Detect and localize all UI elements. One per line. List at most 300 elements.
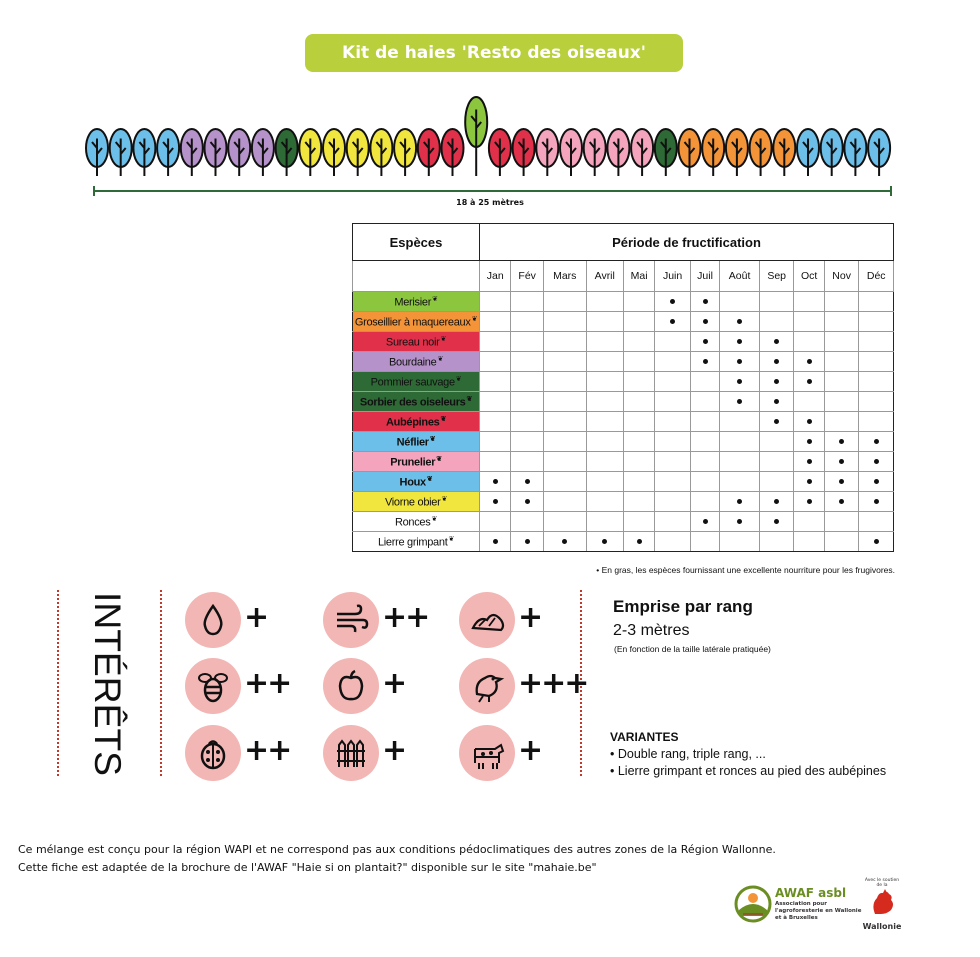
interet-rating: + [382, 733, 406, 768]
month-cell [859, 372, 894, 392]
tree-icon [536, 129, 558, 176]
fruiting-dot [493, 479, 498, 484]
awaf-subtitle: Association pour l'agroforesterie en Wallonie et à Bruxelles [775, 901, 862, 921]
interet-rating: ++ [382, 600, 429, 635]
tree-icon [133, 129, 155, 176]
species-label: Lierre grimpant [377, 536, 448, 549]
fruiting-dot [737, 499, 742, 504]
tree-icon [347, 129, 369, 176]
month-cell [511, 412, 543, 432]
month-header: Oct [794, 261, 824, 292]
fruiting-dot [637, 539, 642, 544]
emprise-note: (En fonction de la taille latérale pratiquée) [614, 644, 771, 654]
tree-icon [844, 129, 866, 176]
fence-icon [323, 725, 379, 781]
month-cell [655, 372, 691, 392]
interet-rating: ++ [244, 666, 291, 701]
species-label: Néflier [396, 436, 429, 449]
wallonie-name: Wallonie [862, 922, 902, 931]
month-header: Sep [759, 261, 794, 292]
month-cell [690, 472, 719, 492]
month-cell [480, 352, 511, 372]
month-cell [586, 312, 623, 332]
month-cell [623, 352, 654, 372]
species-row [353, 372, 894, 392]
month-cell [655, 392, 691, 412]
month-cell [859, 332, 894, 352]
month-cell [690, 432, 719, 452]
month-cell [824, 392, 859, 412]
month-cell [690, 352, 719, 372]
rooster-icon [867, 888, 897, 918]
month-cell [859, 532, 894, 552]
tree-icon [394, 129, 416, 176]
species-label: Houx [399, 476, 426, 489]
month-cell [759, 412, 794, 432]
tree-icon [418, 129, 440, 176]
month-cell [511, 532, 543, 552]
awaf-name: AWAF asbl [775, 886, 847, 900]
length-label: 18 à 25 mètres [456, 198, 524, 207]
species-label: Prunelier [390, 456, 436, 469]
fruiting-dot [774, 499, 779, 504]
tree-icon [86, 129, 108, 176]
tree-icon [370, 129, 392, 176]
length-line [94, 190, 892, 192]
month-cell [480, 372, 511, 392]
month-cell [720, 352, 760, 372]
month-cell [511, 292, 543, 312]
month-cell [511, 332, 543, 352]
length-tick-right [890, 186, 892, 196]
tree-icon [773, 129, 795, 176]
month-cell [794, 532, 824, 552]
month-cell [480, 452, 511, 472]
fruiting-dot [562, 539, 567, 544]
month-cell [824, 352, 859, 372]
month-cell [720, 532, 760, 552]
fruiting-dot [807, 479, 812, 484]
wallonie-support-text: Avec le soutien de la [864, 878, 900, 888]
month-cell [859, 432, 894, 452]
svg-text:INTÉRÊTS: INTÉRÊTS [87, 592, 128, 775]
fruiting-dot [703, 299, 708, 304]
month-cell [543, 452, 586, 472]
fruiting-dot [807, 379, 812, 384]
fruiting-dot [774, 399, 779, 404]
disclaimer-text: Ce mélange est conçu pour la région WAPI et ne correspond pas aux conditions pédoclimatiques des autres zones de la Région Wallonne. [18, 843, 776, 856]
month-cell [623, 432, 654, 452]
period-header: Période de fructification [480, 224, 894, 261]
month-cell [623, 312, 654, 332]
month-cell [759, 492, 794, 512]
month-cell [623, 292, 654, 312]
bird-symbol-icon: ❦ [426, 475, 433, 483]
species-row [353, 392, 894, 412]
month-cell [690, 312, 719, 332]
fruiting-dot [807, 419, 812, 424]
bird-symbol-icon: ❦ [455, 375, 462, 383]
month-cell [690, 412, 719, 432]
month-cell [824, 472, 859, 492]
fructification-table [352, 223, 894, 552]
bird-symbol-icon: ❦ [466, 395, 473, 403]
month-cell [759, 512, 794, 532]
month-header: Déc [859, 261, 894, 292]
month-cell [794, 452, 824, 472]
bird-symbol-icon: ❦ [471, 315, 478, 323]
tree-icon [276, 129, 298, 176]
fruiting-dot [807, 359, 812, 364]
month-cell [480, 412, 511, 432]
species-row [353, 312, 894, 332]
month-cell [690, 332, 719, 352]
fruiting-dot [737, 319, 742, 324]
month-cell [824, 492, 859, 512]
emprise-title: Emprise par rang [613, 597, 753, 616]
month-cell [655, 292, 691, 312]
month-cell [720, 492, 760, 512]
species-label: Viorne obier [384, 496, 441, 509]
month-cell [720, 412, 760, 432]
tree-icon [252, 129, 274, 176]
month-cell [690, 392, 719, 412]
month-header: Fév [511, 261, 543, 292]
hedge-illustration [80, 92, 910, 182]
interet-rating: ++ [244, 733, 291, 768]
month-cell [655, 512, 691, 532]
awaf-emblem-icon [733, 884, 773, 924]
bird-symbol-icon: ❦ [432, 295, 438, 303]
month-cell [480, 472, 511, 492]
month-cell [480, 512, 511, 532]
month-cell [859, 472, 894, 492]
month-cell [859, 292, 894, 312]
fruiting-dot [525, 479, 530, 484]
month-cell [759, 392, 794, 412]
month-cell [623, 492, 654, 512]
month-cell [543, 472, 586, 492]
month-cell [543, 292, 586, 312]
month-cell [511, 312, 543, 332]
month-cell [824, 432, 859, 452]
month-cell [759, 472, 794, 492]
month-cell [759, 372, 794, 392]
fruiting-dot [774, 519, 779, 524]
species-label: Bourdaine [388, 356, 437, 369]
fruiting-dot [493, 499, 498, 504]
month-cell [720, 312, 760, 332]
length-tick-left [93, 186, 95, 196]
fruiting-dot [839, 459, 844, 464]
fruiting-dot [839, 439, 844, 444]
month-header: Août [720, 261, 760, 292]
fruiting-dot [839, 479, 844, 484]
month-cell [543, 432, 586, 452]
month-header: Jan [480, 261, 511, 292]
month-cell [794, 372, 824, 392]
month-cell [794, 392, 824, 412]
fruiting-dot [874, 459, 879, 464]
month-cell [511, 452, 543, 472]
month-cell [623, 532, 654, 552]
month-cell [543, 372, 586, 392]
variantes-title: VARIANTES [610, 730, 679, 744]
tree-icon [110, 129, 132, 176]
month-cell [690, 372, 719, 392]
month-cell [759, 352, 794, 372]
species-name [353, 432, 480, 452]
interet-rating: + [518, 600, 542, 635]
month-cell [690, 532, 719, 552]
blank-header-cell [353, 261, 480, 292]
dotted-divider-middle [160, 590, 162, 776]
month-cell [720, 372, 760, 392]
fruiting-dot [774, 339, 779, 344]
tree-icon [442, 129, 464, 176]
species-row [353, 352, 894, 372]
month-cell [480, 292, 511, 312]
footnote: • En gras, les espèces fournissant une excellente nourriture pour les frugivores. [596, 565, 895, 575]
month-cell [655, 432, 691, 452]
species-label: Aubépines [385, 416, 440, 429]
month-cell [480, 332, 511, 352]
month-cell [859, 492, 894, 512]
month-cell [824, 452, 859, 472]
fruiting-dot [774, 359, 779, 364]
bird-symbol-icon: ❦ [436, 455, 442, 463]
fruiting-dot [737, 359, 742, 364]
cow-icon [459, 725, 515, 781]
month-cell [794, 312, 824, 332]
fruiting-dot [670, 299, 675, 304]
tree-icon [465, 97, 487, 176]
species-row [353, 412, 894, 432]
month-cell [543, 352, 586, 372]
month-cell [655, 312, 691, 332]
fruiting-dot [703, 359, 708, 364]
month-cell [824, 532, 859, 552]
month-cell [794, 432, 824, 452]
species-row [353, 452, 894, 472]
tree-icon [560, 129, 582, 176]
month-cell [759, 312, 794, 332]
tree-icon [868, 129, 890, 176]
month-cell [720, 512, 760, 532]
month-cell [623, 372, 654, 392]
month-cell [655, 412, 691, 432]
bird-symbol-icon: ❦ [429, 435, 436, 443]
month-cell [480, 532, 511, 552]
species-label: Sureau noir [385, 336, 440, 349]
fruiting-dot [737, 519, 742, 524]
month-cell [655, 452, 691, 472]
month-cell [720, 332, 760, 352]
month-cell [511, 472, 543, 492]
month-cell [623, 332, 654, 352]
month-cell [859, 512, 894, 532]
tree-icon [323, 129, 345, 176]
month-header: Avril [586, 261, 623, 292]
month-cell [759, 432, 794, 452]
month-cell [586, 332, 623, 352]
tree-icon [299, 129, 321, 176]
tree-icon [821, 129, 843, 176]
month-cell [859, 392, 894, 412]
species-label: Groseillier à maquereaux [354, 316, 471, 329]
tree-icon [655, 129, 677, 176]
month-cell [824, 512, 859, 532]
month-cell [759, 452, 794, 472]
month-cell [759, 292, 794, 312]
bird-symbol-icon: ❦ [441, 495, 448, 503]
species-name [353, 312, 480, 332]
apple-icon [323, 658, 379, 714]
month-cell [511, 432, 543, 452]
variante-item: • Lierre grimpant et ronces au pied des aubépines [610, 764, 887, 778]
month-cell [655, 352, 691, 372]
month-header: Nov [824, 261, 859, 292]
fruiting-dot [839, 499, 844, 504]
month-cell [586, 392, 623, 412]
interet-rating: +++ [518, 666, 588, 701]
month-cell [623, 472, 654, 492]
bird-symbol-icon: ❦ [448, 535, 455, 543]
month-cell [480, 392, 511, 412]
month-cell [586, 372, 623, 392]
species-name [353, 392, 480, 412]
month-cell [511, 392, 543, 412]
fruiting-dot [874, 539, 879, 544]
month-cell [480, 432, 511, 452]
species-name [353, 472, 480, 492]
month-cell [690, 512, 719, 532]
species-name [353, 372, 480, 392]
tree-icon [726, 129, 748, 176]
month-cell [794, 292, 824, 312]
fruiting-dot [703, 339, 708, 344]
tree-icon [157, 129, 179, 176]
fruiting-dot [874, 439, 879, 444]
tree-icon [631, 129, 653, 176]
species-label: Merisier [394, 296, 432, 309]
species-row [353, 532, 894, 552]
species-name [353, 332, 480, 352]
month-header: Juin [655, 261, 691, 292]
month-cell [794, 332, 824, 352]
leaves-pile-icon [459, 592, 515, 648]
month-cell [720, 432, 760, 452]
tree-icon [797, 129, 819, 176]
tree-icon [607, 129, 629, 176]
species-name [353, 352, 480, 372]
variante-item: • Double rang, triple rang, ... [610, 747, 766, 761]
month-cell [859, 412, 894, 432]
dotted-divider-left [57, 590, 59, 776]
month-cell [543, 512, 586, 532]
species-label: Ronces [394, 516, 431, 529]
bird-symbol-icon: ❦ [437, 355, 444, 363]
month-cell [794, 492, 824, 512]
tree-icon [679, 129, 701, 176]
species-row [353, 472, 894, 492]
wallonie-logo [862, 878, 902, 931]
ladybug-icon [185, 725, 241, 781]
species-row [353, 432, 894, 452]
month-cell [543, 332, 586, 352]
month-cell [690, 492, 719, 512]
month-cell [655, 532, 691, 552]
interet-rating: + [518, 733, 542, 768]
month-cell [690, 452, 719, 472]
water-drop-icon [185, 592, 241, 648]
fruiting-dot [525, 499, 530, 504]
species-row [353, 492, 894, 512]
species-row [353, 292, 894, 312]
species-name [353, 452, 480, 472]
fruiting-dot [525, 539, 530, 544]
month-cell [543, 412, 586, 432]
month-cell [586, 532, 623, 552]
source-text: Cette fiche est adaptée de la brochure de l'AWAF "Haie si on plantait?" disponible sur le site "mahaie.be" [18, 861, 597, 874]
month-cell [511, 492, 543, 512]
month-cell [794, 472, 824, 492]
interets-heading [87, 592, 133, 776]
month-cell [759, 332, 794, 352]
month-cell [655, 492, 691, 512]
fruiting-dot [774, 379, 779, 384]
month-cell [690, 292, 719, 312]
species-label: Sorbier des oiseleurs [359, 396, 466, 409]
fruiting-dot [737, 379, 742, 384]
month-header: Mars [543, 261, 586, 292]
month-cell [511, 352, 543, 372]
fruiting-dot [807, 439, 812, 444]
tree-icon [702, 129, 724, 176]
month-cell [720, 292, 760, 312]
month-cell [623, 452, 654, 472]
fruiting-dot [807, 499, 812, 504]
month-cell [586, 472, 623, 492]
species-name [353, 532, 480, 552]
month-cell [824, 412, 859, 432]
month-cell [655, 332, 691, 352]
species-name [353, 492, 480, 512]
bee-icon [185, 658, 241, 714]
month-cell [586, 512, 623, 532]
month-cell [655, 472, 691, 492]
interet-rating: + [382, 666, 406, 701]
bird-icon [459, 658, 515, 714]
tree-icon [228, 129, 250, 176]
month-cell [543, 532, 586, 552]
fruiting-dot [602, 539, 607, 544]
tree-icon [489, 129, 511, 176]
month-cell [480, 312, 511, 332]
month-cell [623, 392, 654, 412]
bird-symbol-icon: ❦ [440, 415, 447, 423]
tree-icon [750, 129, 772, 176]
month-header: Juil [690, 261, 719, 292]
fruiting-dot [874, 479, 879, 484]
fruiting-dot [807, 459, 812, 464]
month-cell [759, 532, 794, 552]
fruiting-dot [737, 399, 742, 404]
month-cell [511, 512, 543, 532]
month-cell [586, 452, 623, 472]
awaf-logo [733, 884, 863, 924]
month-cell [480, 492, 511, 512]
